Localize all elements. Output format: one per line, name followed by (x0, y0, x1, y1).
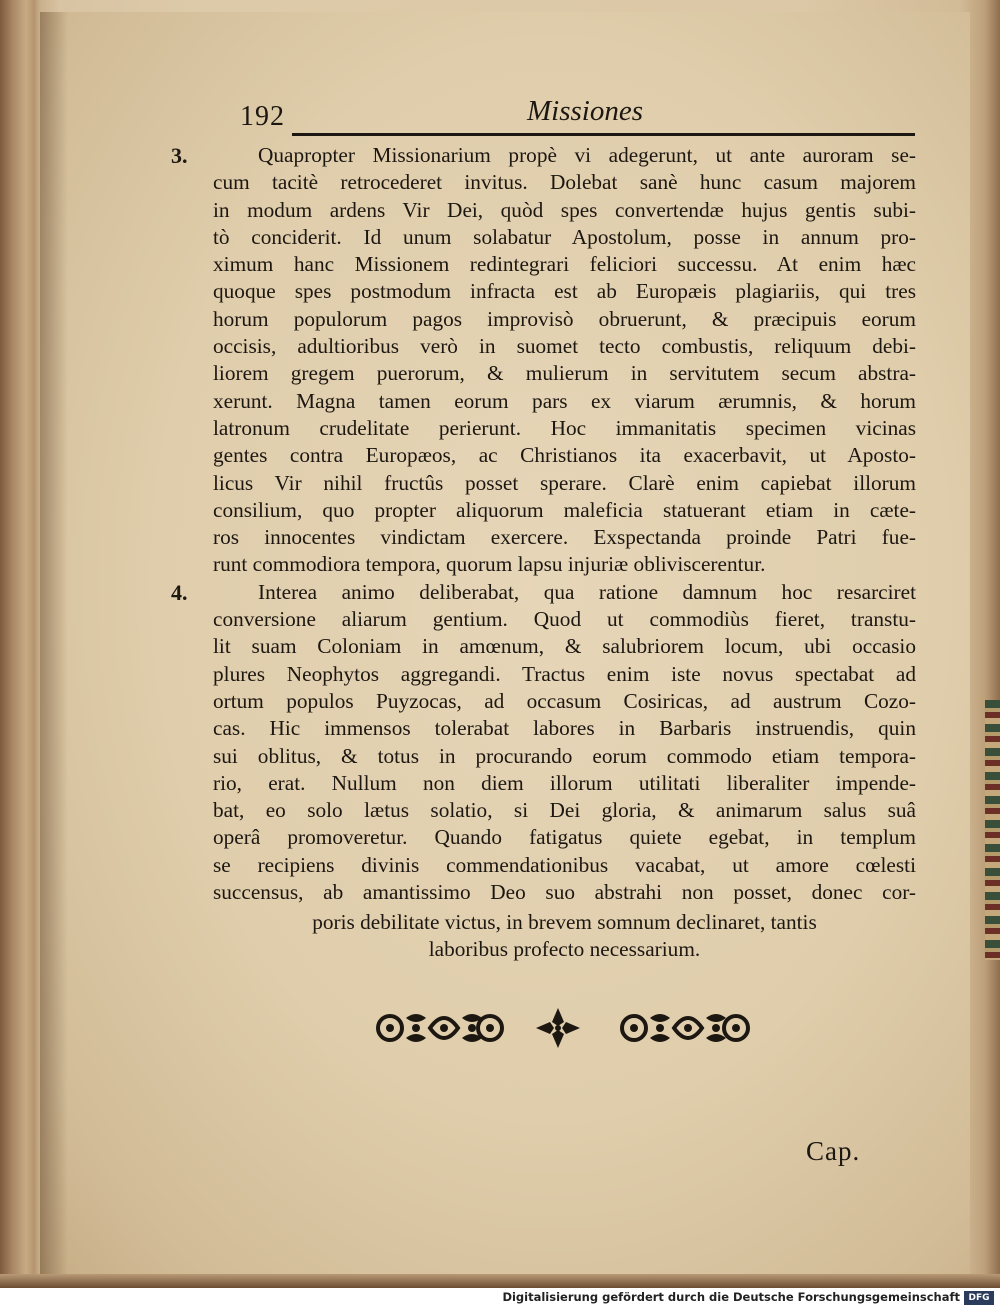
dfg-logo-icon: DFG (964, 1291, 994, 1305)
text-line: tò conciderit. Id unum solabatur Apostolum, posse in annum pro- (213, 224, 916, 249)
cross-ornament-icon (536, 1008, 580, 1048)
footer-bar (0, 1288, 1000, 1308)
running-title: Missiones (527, 95, 643, 127)
right-vine-ornament-icon (622, 1014, 748, 1042)
text-line: cum tacitè retrocederet invitus. Dolebat sanè hunc casum majorem (213, 170, 916, 195)
text-line: conversione aliarum gentium. Quod ut commodiùs fieret, transtu- (213, 607, 916, 632)
body-text (171, 142, 916, 906)
paragraph-3-lines (213, 142, 916, 579)
text-line: occisis, adultioribus verò in suomet tecto combustis, reliquum debi- (213, 334, 916, 359)
text-line: operâ promoveretur. Quando fatigatus quiete egebat, in templum (213, 825, 916, 850)
text-line: succensus, ab amantissimo Deo suo abstrahi non posset, donec cor- (213, 880, 916, 905)
text-line: licus Vir nihil fructûs posset sperare. Clarè enim capiebat illorum (213, 470, 916, 495)
paragraph-4-tail (213, 909, 916, 964)
text-line: se recipiens divinis commendationibus vacabat, ut amore cœlesti (213, 852, 916, 877)
text-line: Quapropter Missionarium propè vi adegerunt, ut ante auroram se- (258, 143, 916, 167)
text-line: quoque spes postmodum infracta est ab Europæis plagiariis, qui tres (213, 279, 916, 304)
text-line: runt commodiora tempora, quorum lapsu injuriæ obliviscerentur. (213, 552, 766, 577)
text-line: sui oblitus, & totus in procurando eorum commodo etiam tempora- (213, 743, 916, 768)
book-bottom-edge (0, 1274, 1000, 1288)
text-line: Interea animo deliberabat, qua ratione damnum hoc resarciret (258, 579, 916, 604)
text-line: rio, erat. Nullum non diem illorum utilitati liberaliter impende- (213, 770, 916, 795)
text-line: lit suam Coloniam in amœnum, & salubriorem locum, ubi occasio (213, 634, 916, 659)
running-head (240, 95, 915, 145)
catchword: Cap. (806, 1136, 861, 1166)
text-line: laboribus profecto necessarium. (428, 937, 701, 962)
paragraph-3 (171, 142, 916, 579)
text-line: xerunt. Magna tamen eorum pars ex viarum ærumnis, & horum (213, 388, 916, 413)
page-edge-tabs (985, 700, 1000, 960)
footer-credit: Digitalisierung gefördert durch die Deutsche Forschungsgemeinschaft (502, 1290, 960, 1304)
text-line: gentes contra Europæos, ac Christianos ita exacerbavit, ut Aposto- (213, 443, 916, 468)
floral-cross-ornament-icon (372, 1006, 752, 1050)
paragraph-4 (171, 579, 916, 907)
text-line: horum populorum pagos improvisò obruerunt, & præcipuis eorum (213, 306, 916, 331)
text-line: latronum crudelitate perierunt. Hoc immanitatis specimen vicinas (213, 415, 916, 440)
text-line: plures Neophytos aggregandi. Tractus enim iste novus spectabat ad (213, 661, 916, 686)
text-line: liorem gregem puerorum, & mulierum in servitutem secum abstra- (213, 361, 916, 386)
text-line: poris debilitate victus, in brevem somnum declinaret, tantis (312, 910, 817, 934)
paragraph-4-lines (213, 579, 916, 907)
left-vine-ornament-icon (378, 1014, 502, 1042)
paragraph-marker: 4. (171, 579, 188, 605)
page-number: 192 (240, 101, 285, 132)
spine-shadow (40, 12, 68, 1274)
text-line: bat, eo solo lætus solatio, si Dei gloria, & animarum salus suâ (213, 798, 916, 823)
text-line: in modum ardens Vir Dei, quòd spes convertendæ hujus gentis subi- (213, 197, 916, 222)
paragraph-marker: 3. (171, 143, 188, 168)
text-line: cas. Hic immensos tolerabat labores in Barbaris instruendis, quin (213, 716, 916, 741)
text-line: ros innocentes vindictam exercere. Exspectanda proinde Patri fue- (213, 525, 916, 550)
header-rule (292, 133, 915, 136)
text-line: consilium, quo propter aliquorum maleficia statuerant etiam in cæte- (213, 497, 916, 522)
text-line: ortum populos Puyzocas, ad occasum Cosiricas, ad austrum Cozo- (213, 688, 916, 713)
text-line: ximum hanc Missionem redintegrari feliciori successu. At enim hæc (213, 252, 916, 277)
